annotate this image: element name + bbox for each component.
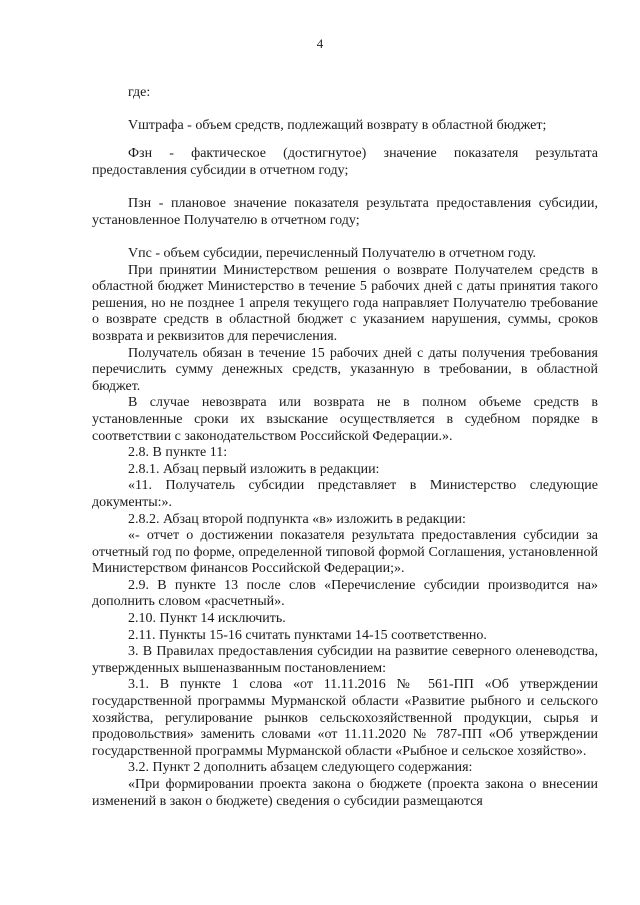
paragraph-3-1: 3.1. В пункте 1 слова «от 11.11.2016 № 561-ПП «Об утверждении государственной программы Мурманской области «Развитие рыбного и сельского хозяйства, регулирование рынков сельскохозяйственной продукции, сырья и продовольствия» заменить словами «от 11.11.2020 № 787-ПП «Об утверждении государственной программы Мурманской области «Рыбное и сельское хозяйство».: [92, 677, 598, 759]
paragraph-2-11: 2.11. Пункты 15-16 считать пунктами 14-15 соответственно.: [128, 627, 487, 643]
paragraph-2-10: 2.10. Пункт 14 исключить.: [128, 611, 286, 627]
paragraph-3: 3. В Правилах предоставления субсидии на развитие северного оленеводства, утвержденных вышеназванным постановлением:: [92, 644, 598, 676]
paragraph-vshtrafa: Vштрафа - объем средств, подлежащий возврату в областной бюджет;: [128, 118, 547, 133]
paragraph-recipient-obligation: Получатель обязан в течение 15 рабочих дней с даты получения требования перечислить сумму денежных средств, указанную в требовании, в областной бюджет.: [92, 345, 598, 394]
paragraph-quote-11: «11. Получатель субсидии представляет в Министерство следующие документы:».: [92, 478, 598, 510]
paragraph-2-9: 2.9. В пункте 13 после слов «Перечисление субсидии производится на» дополнить словом «расчетный».: [92, 577, 598, 610]
paragraph-2-8-2: 2.8.2. Абзац второй подпункта «в» изложить в редакции:: [128, 511, 466, 527]
paragraph-pzn: Пзн - плановое значение показателя результата предоставления субсидии, установленное Получателю в отчетном году;: [92, 196, 598, 228]
main-text-block: [92, 246, 598, 810]
paragraph-where: где:: [128, 85, 151, 100]
paragraph-fzn: Фзн - фактическое (достигнутое) значение показателя результата предоставления субсидии в отчетном году;: [92, 146, 598, 178]
page-number: 4: [316, 36, 324, 51]
paragraph-3-2: 3.2. Пункт 2 дополнить абзацем следующего содержания:: [128, 760, 473, 776]
paragraph-2-8: 2.8. В пункте 11:: [128, 445, 228, 461]
text-vshtrafa: [92, 118, 598, 135]
paragraph-vps: Vпс - объем субсидии, перечисленный Получателю в отчетном году.: [128, 246, 537, 261]
text-pzn: [92, 196, 598, 229]
paragraph-decision-return: При принятии Министерством решения о возврате Получателем средств в областной бюджет Министерство в течение 5 рабочих дней с даты принятия такого решения, но не позднее 1 апреля текущего года направляет Получателю требование о возврате средств в областной бюджет с указанием нарушения, суммы, сроков возврата и реквизитов для перечисления.: [92, 262, 598, 344]
paragraph-2-8-1: 2.8.1. Абзац первый изложить в редакции:: [128, 461, 380, 477]
text-where: [92, 85, 598, 102]
paragraph-non-return: В случае невозврата или возврата не в полном объеме средств в установленные сроки их взыскание осуществляется в судебном порядке в соответствии с законодательством Российской Федерации.».: [92, 395, 598, 444]
paragraph-quote-budget: «При формировании проекта закона о бюджете (проекта закона о внесении изменений в закон о бюджете) сведения о субсидии размещаются: [92, 777, 598, 809]
paragraph-quote-report: «- отчет о достижении показателя результата предоставления субсидии за отчетный год по форме, определенной типовой формой Соглашения, установленной Министерством финансов Российской Федерации;».: [92, 528, 598, 577]
text-fzn: [92, 146, 598, 179]
